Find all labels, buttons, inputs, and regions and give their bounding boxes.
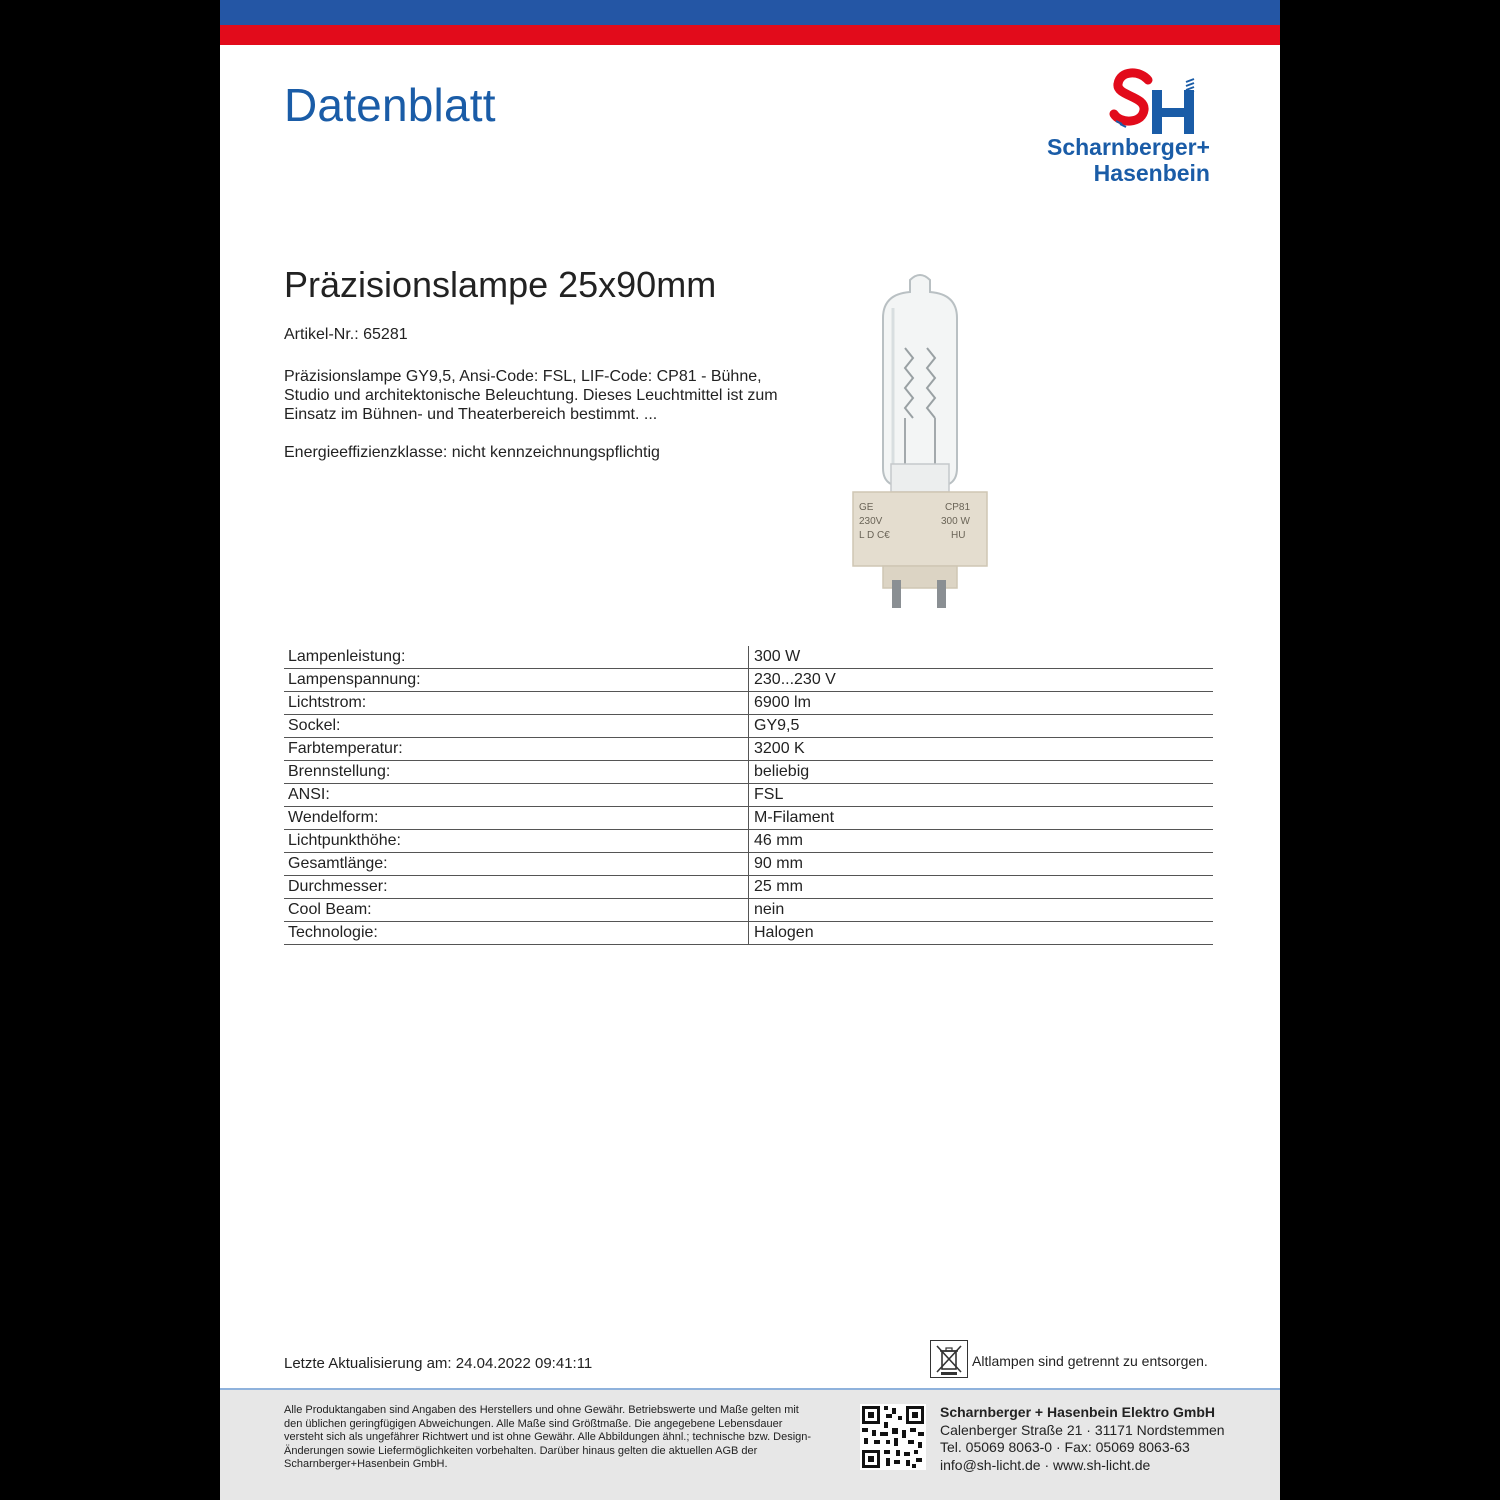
product-description: Präzisionslampe GY9,5, Ansi-Code: FSL, LIF-Code: CP81 - Bühne, Studio und architektonische Beleuchtung. Dieses Leuchtmittel ist zum Einsatz im Bühnen- und Theaterbereich bestimmt. ... [284, 368, 778, 423]
company-address: Calenberger Straße 21 · 31171 Nordstemmen [940, 1421, 1225, 1438]
disposal-note: Altlampen sind getrennt zu entsorgen. [972, 1353, 1208, 1369]
spec-key: Lichtstrom: [284, 692, 749, 715]
spec-value: nein [749, 899, 1214, 922]
spec-value: 46 mm [749, 830, 1214, 853]
base-label-ce: L D C€ [859, 530, 890, 541]
base-label-watt: 300 W [941, 516, 970, 527]
spec-row [284, 899, 1213, 922]
spec-value: Halogen [749, 922, 1214, 945]
crossed-bin-icon [930, 1340, 968, 1378]
legal-disclaimer: Alle Produktangaben sind Angaben des Herstellers und ohne Gewähr. Betriebswerte und Maße gelten mit den üblichen geringfügigen Abweichungen. Alle Maße sind Größtmaße. Die angegebene Lebensdauer versteht sich als ungefährer Richtwert und ist ohne Gewähr. Alle Abbildungen ähnl.; technische bzw. Design-Änderungen sowie Liefermöglichkeiten vorbehalten. Darüber hinaus gelten die aktuellen AGB der Scharnberger+Hasenbein GmbH. [284, 1404, 812, 1471]
spec-value: 230...230 V [749, 669, 1214, 692]
spec-row [284, 761, 1213, 784]
spec-key: Brennstellung: [284, 761, 749, 784]
spec-row [284, 669, 1213, 692]
base-label-voltage: 230V [859, 516, 883, 527]
company-logo [980, 66, 1220, 186]
logo-line1: Scharnberger+ [1047, 134, 1210, 160]
spec-value: 6900 lm [749, 692, 1214, 715]
spec-key: Technologie: [284, 922, 749, 945]
article-number: Artikel-Nr.: 65281 [284, 326, 408, 343]
spec-key: Farbtemperatur: [284, 738, 749, 761]
spec-key: Lichtpunkthöhe: [284, 830, 749, 853]
spec-value: GY9,5 [749, 715, 1214, 738]
company-contact [940, 1404, 1225, 1474]
spec-key: Sockel: [284, 715, 749, 738]
product-title: Präzisionslampe 25x90mm [284, 264, 717, 305]
logo-line2: Hasenbein [1093, 160, 1210, 186]
datasheet-page [220, 0, 1280, 1500]
base-label-code: CP81 [945, 502, 971, 513]
top-band-blue [220, 0, 1280, 25]
company-phone: Tel. 05069 8063-0 · Fax: 05069 8063-63 [940, 1439, 1190, 1455]
spec-key: Wendelform: [284, 807, 749, 830]
spec-key: Cool Beam: [284, 899, 749, 922]
footer [220, 1388, 1280, 1500]
spec-value: FSL [749, 784, 1214, 807]
energy-class: Energieeffizienzklasse: nicht kennzeichnungspflichtig [284, 444, 660, 461]
spec-value: 300 W [749, 646, 1214, 669]
spec-row [284, 692, 1213, 715]
spec-row [284, 922, 1213, 945]
lamp-product-image [845, 268, 995, 608]
spec-row [284, 853, 1213, 876]
spec-table [284, 646, 1213, 945]
spec-row [284, 784, 1213, 807]
spec-key: Durchmesser: [284, 876, 749, 899]
company-name: Scharnberger + Hasenbein Elektro GmbH [940, 1404, 1216, 1420]
spec-key: Gesamtlänge: [284, 853, 749, 876]
spec-value: beliebig [749, 761, 1214, 784]
last-updated: Letzte Aktualisierung am: 24.04.2022 09:41:11 [284, 1355, 593, 1372]
spec-row [284, 807, 1213, 830]
spec-value: 25 mm [749, 876, 1214, 899]
company-web: info@sh-licht.de · www.sh-licht.de [940, 1456, 1151, 1473]
spec-key: Lampenspannung: [284, 669, 749, 692]
spec-value: 3200 K [749, 738, 1214, 761]
spec-row [284, 876, 1213, 899]
spec-row [284, 830, 1213, 853]
top-band-red [220, 25, 1280, 45]
spec-value: 90 mm [749, 853, 1214, 876]
spec-key: Lampenleistung: [284, 646, 749, 669]
base-label-ge: GE [859, 502, 874, 513]
spec-row [284, 738, 1213, 761]
spec-value: M-Filament [749, 807, 1214, 830]
spec-row [284, 715, 1213, 738]
base-label-hu: HU [951, 530, 966, 541]
page-title: Datenblatt [284, 79, 496, 131]
spec-row [284, 646, 1213, 669]
spec-key: ANSI: [284, 784, 749, 807]
sh-logo-mark [980, 66, 1220, 136]
qr-code-icon [860, 1404, 926, 1470]
